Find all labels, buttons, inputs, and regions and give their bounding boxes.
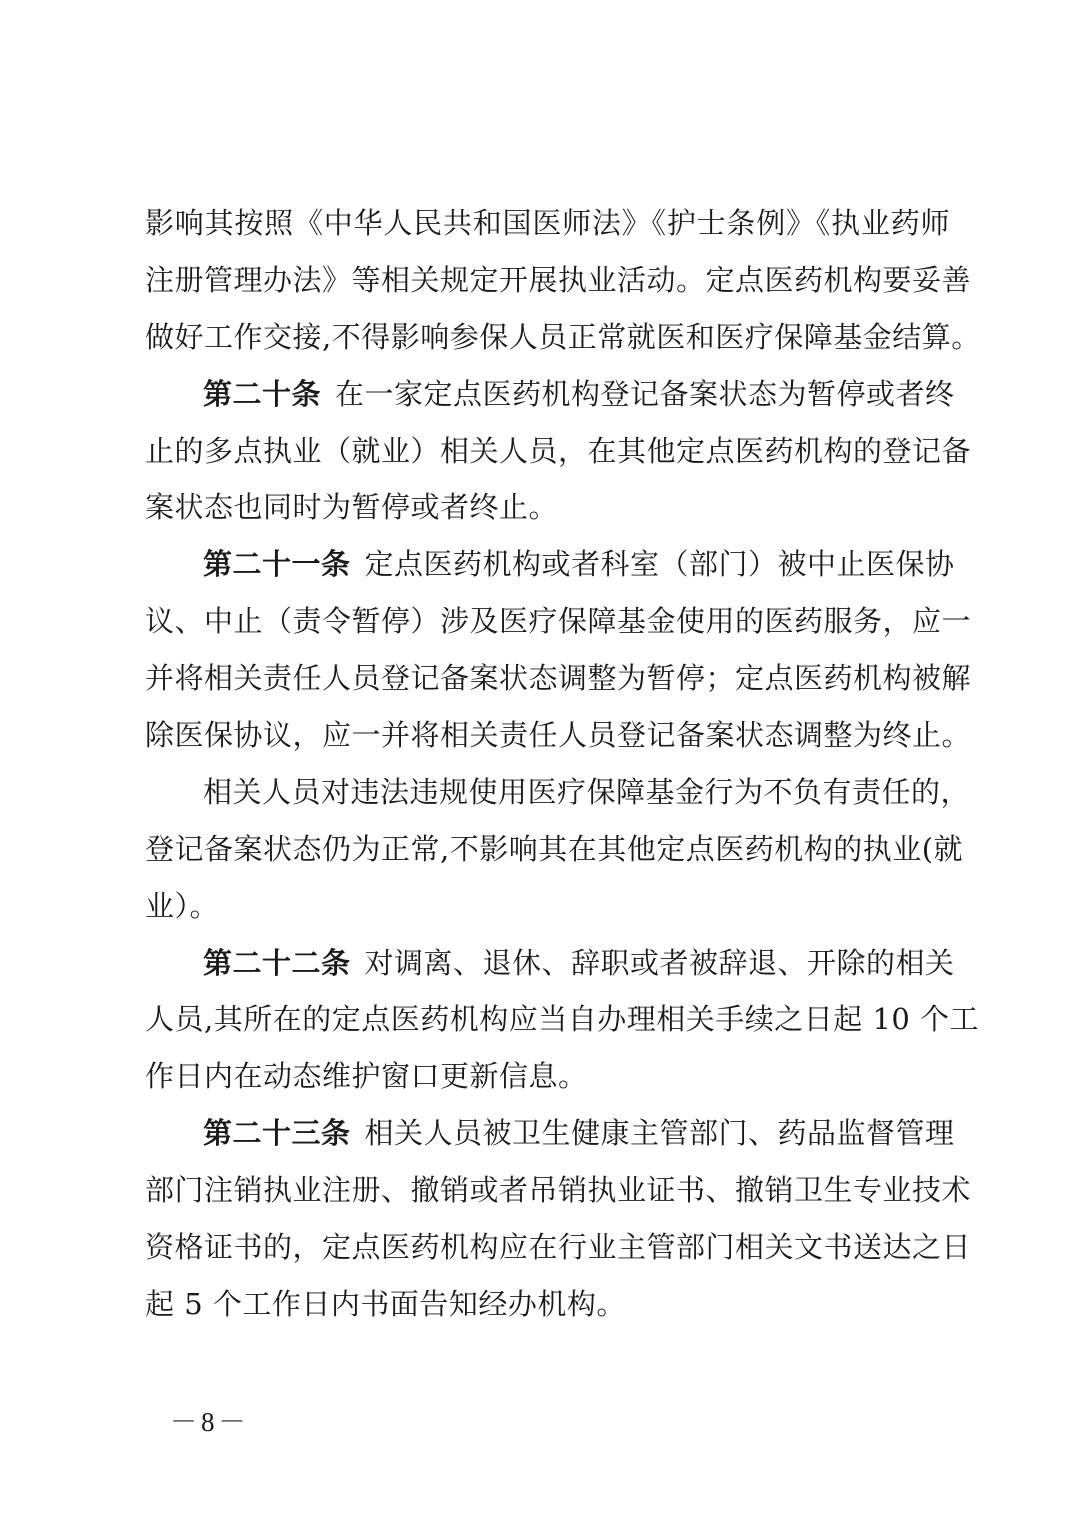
document-body (145, 195, 981, 1333)
text-line (145, 1219, 972, 1276)
text-line (145, 195, 950, 252)
article-number: 第二十三条 (203, 1116, 351, 1151)
text-line (145, 252, 972, 309)
line-text: 止的多点执业（就业）相关人员，在其他定点医药机构的登记备 (145, 433, 972, 468)
line-text: 并将相关责任人员登记备案状态调整为暂停；定点医药机构被解 (145, 661, 972, 696)
line-text: 除医保协议，应一并将相关责任人员登记备案状态调整为终止。 (145, 718, 972, 753)
line-text: 相关人员被卫生健康主管部门、药品监督管理 (364, 1116, 955, 1151)
text-line (145, 1162, 972, 1219)
text-line (145, 878, 950, 935)
line-text: 定点医药机构或者科室（部门）被中止医保协 (364, 547, 955, 582)
text-line (145, 423, 972, 480)
line-text: 影响其按照《中华人民共和国医师法》《护士条例》《执业药师 (145, 206, 950, 240)
line-text: 部门注销执业注册、撤销或者吊销执业证书、撤销卫生专业技术 (145, 1173, 972, 1208)
line-text: 起 5 个工作日内书面告知经办机构。 (145, 1286, 626, 1321)
text-line (145, 1105, 955, 1162)
line-text: 作日内在动态维护窗口更新信息。 (145, 1059, 588, 1094)
line-text: 注册管理办法》等相关规定开展执业活动。定点医药机构要妥善 (145, 262, 972, 297)
text-line (145, 1276, 950, 1333)
text-line (145, 309, 981, 366)
text-line (145, 536, 955, 593)
line-text: 人员,其所在的定点医药机构应当自办理相关手续之日起 10 个工 (145, 1002, 980, 1037)
text-line (145, 366, 955, 423)
article-number: 第二十一条 (203, 547, 351, 582)
page-number: －8－ (170, 1407, 250, 1437)
line-text: 在一家定点医药机构登记备案状态为暂停或者终 (335, 376, 955, 411)
text-line (145, 1048, 950, 1105)
line-text: 登记备案状态仍为正常,不影响其在其他定点医药机构的执业(就 (145, 831, 964, 866)
article-number: 第二十二条 (203, 945, 351, 980)
text-line (145, 764, 971, 821)
text-line (145, 479, 950, 536)
line-text: 议、中止（责令暂停）涉及医疗保障基金使用的医药服务，应一 (145, 604, 972, 639)
line-text: 做好工作交接,不得影响参保人员正常就医和医疗保障基金结算。 (145, 319, 981, 354)
text-line (145, 935, 955, 992)
line-text: 对调离、退休、辞职或者被辞退、开除的相关 (364, 945, 955, 980)
article-number: 第二十条 (203, 376, 322, 411)
line-text: 相关人员对违法违规使用医疗保障基金行为不负有责任的， (203, 774, 971, 809)
text-line (145, 593, 972, 650)
line-text: 资格证书的，定点医药机构应在行业主管部门相关文书送达之日 (145, 1230, 972, 1265)
text-line (145, 707, 972, 764)
line-text: 业）。 (145, 888, 220, 923)
text-line (145, 650, 972, 707)
text-line (145, 991, 980, 1048)
line-text: 案状态也同时为暂停或者终止。 (145, 490, 559, 525)
text-line (145, 821, 964, 878)
